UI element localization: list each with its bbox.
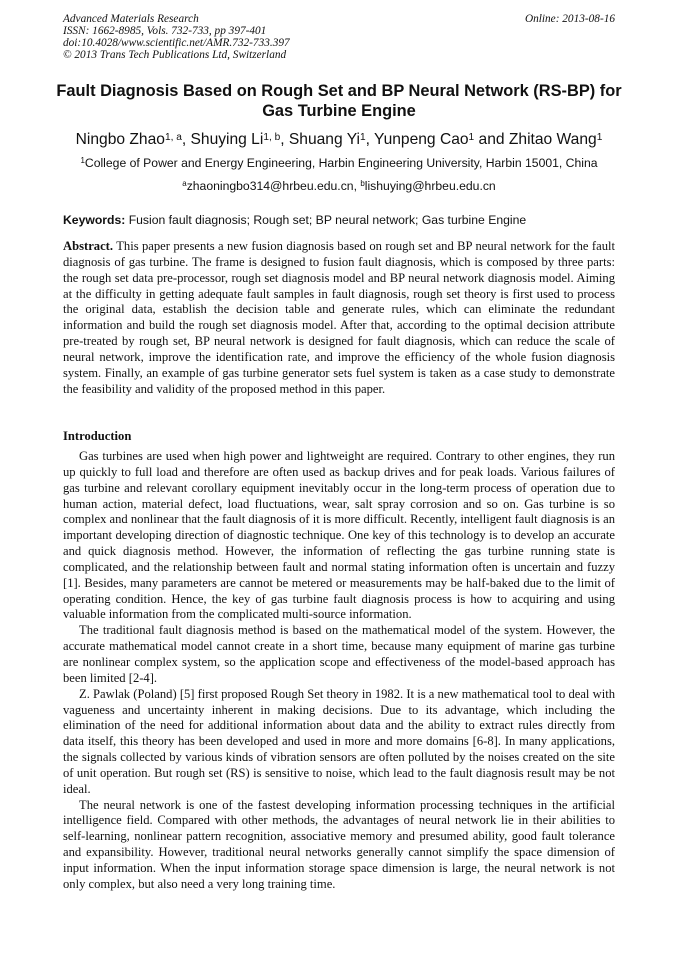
paragraph: Z. Pawlak (Poland) [5] first proposed Rough Set theory in 1982. It is a new mathematical tool to deal with vagueness and uncertainty inherent in making decisions. Due to its advantage, which including the elimination of the need for additional information about data and the ability to extract rules directly from data itself, this theory has been developed and used in more and more domains [6-8]. In many applications, the signals collected by various kinds of vibration sensors are often polluted by the noises created on the site of unit operation. But rough set (RS) is sensitive to noise, which lead to the fault diagnosis result may be not ideal.	[63, 686, 615, 796]
email-list: $^a$zhaoningbo314@hrbeu.edu.cn, $^b$lishuying@hrbeu.edu.cn	[182, 179, 496, 193]
abstract-text: This paper presents a new fusion diagnosis based on rough set and BP neural network for the fault diagnosis of gas turbine. The frame is designed to fusion fault diagnosis, which is composed by three parts: the rough set data pre-processor, rough set diagnosis model and BP neural network diagnosis model. Aiming at the difficulty in getting adequate fault samples in fault diagnosis, rough set theory is first used to process the original data, establish the decision table and generate rules, which can eliminate the redundant information and build the rough set diagnosis model. After that, according to the optimal decision attribute pre-treated by rough set, BP neural network is designed for fault diagnosis, which can reduce the scale of neural network, improve the identification rate, and improve the efficiency of the whole fusion diagnosis system. Finally, an example of gas turbine generator sets fuel system is taken as a case study to demonstrate the feasibility and validity of the proposed method in this paper.	[63, 239, 616, 396]
paragraph: Gas turbines are used when high power and lightweight are required. Contrary to other engines, they run up quickly to full load and therefore are often used as backup drives and for peak loads. Various failures of gas turbine and relevant corollary equipment inevitably occur in the long-term process of operation due to human action, material defect, load fluctuations, wear, salt spray corrosion and so on. Gas turbine is so complex and nonlinear that the fault diagnosis of it is more difficult. Recently, intelligent fault diagnosis is an important developing direction of diagnostic technique. One key of this technology is to develop an accurate and quick diagnosis method. However, the information of reflecting the gas turbine running state is complicated, and the relationship between fault and normal stating information often is uncertain and fuzzy [1]. Besides, many parameters are cannot be metered or measurements may be half-baked due to the limit of operating condition. Hence, the key of gas turbine fault diagnosis process is how to acquiring and using valuable information from the complicated multi-source information.	[63, 449, 615, 622]
copyright-line: © 2013 Trans Tech Publications Ltd, Switzerland	[63, 49, 287, 61]
doi-line: doi:10.4028/www.scientific.net/AMR.732-733.397	[63, 37, 290, 49]
author: Zhitao Wang$^1$	[508, 131, 603, 148]
email-link[interactable]: lishuying@hrbeu.edu.cn	[364, 179, 496, 193]
affiliation: $^1$College of Power and Energy Engineering, Harbin Engineering University, Harbin 15001, China	[80, 156, 598, 170]
paragraph: The traditional fault diagnosis method is based on the mathematical model of the system. However, the accurate mathematical model cannot create in a short time, because many equipment of marine gas turbine are nonlinear complex system, so the application scope and effectiveness of the model-based approach has been limited [2-4].	[63, 623, 615, 685]
keywords	[63, 213, 526, 227]
title-line-1: Fault Diagnosis Based on Rough Set and BP Neural Network (RS-BP) for	[56, 82, 622, 100]
journal-header	[63, 13, 290, 61]
author: Yunpeng Cao$^1$ and	[374, 131, 509, 148]
introduction-body	[63, 449, 615, 893]
issn-line: ISSN: 1662-8985, Vols. 732-733, pp 397-401	[63, 25, 267, 37]
paragraph: The neural network is one of the fastest developing information processing techniques in the artificial intelligence field. Compared with other methods, the advantages of neural network lie in their abilities to self-learning, nonlinear pattern recognition, associative memory and presumed ability, good fault tolerance and expansibility. However, traditional neural networks generally cannot simplify the space dimension of input information. When the input information storage space dimension is large, the neural network is not only complex, but also need a very long training time.	[63, 797, 615, 891]
journal-name: Advanced Materials Research	[63, 13, 199, 25]
keywords-text: Fusion fault diagnosis; Rough set; BP neural network; Gas turbine Engine	[128, 213, 527, 227]
abstract-label: Abstract.	[63, 239, 114, 253]
section-heading-introduction: Introduction	[63, 429, 132, 443]
email-link[interactable]: zhaoningbo314@hrbeu.edu.cn	[186, 179, 354, 193]
abstract	[63, 239, 615, 397]
author: Ningbo Zhao$^{1, a}$,	[75, 131, 191, 148]
author: Shuang Yi$^1$,	[288, 131, 375, 148]
paper-title	[40, 82, 638, 121]
author: Shuying Li$^{1, b}$,	[190, 131, 289, 148]
online-date: Online: 2013-08-16	[524, 13, 615, 25]
keywords-label: Keywords:	[63, 213, 126, 227]
author-list	[40, 131, 638, 149]
title-line-2: Gas Turbine Engine	[262, 101, 416, 120]
